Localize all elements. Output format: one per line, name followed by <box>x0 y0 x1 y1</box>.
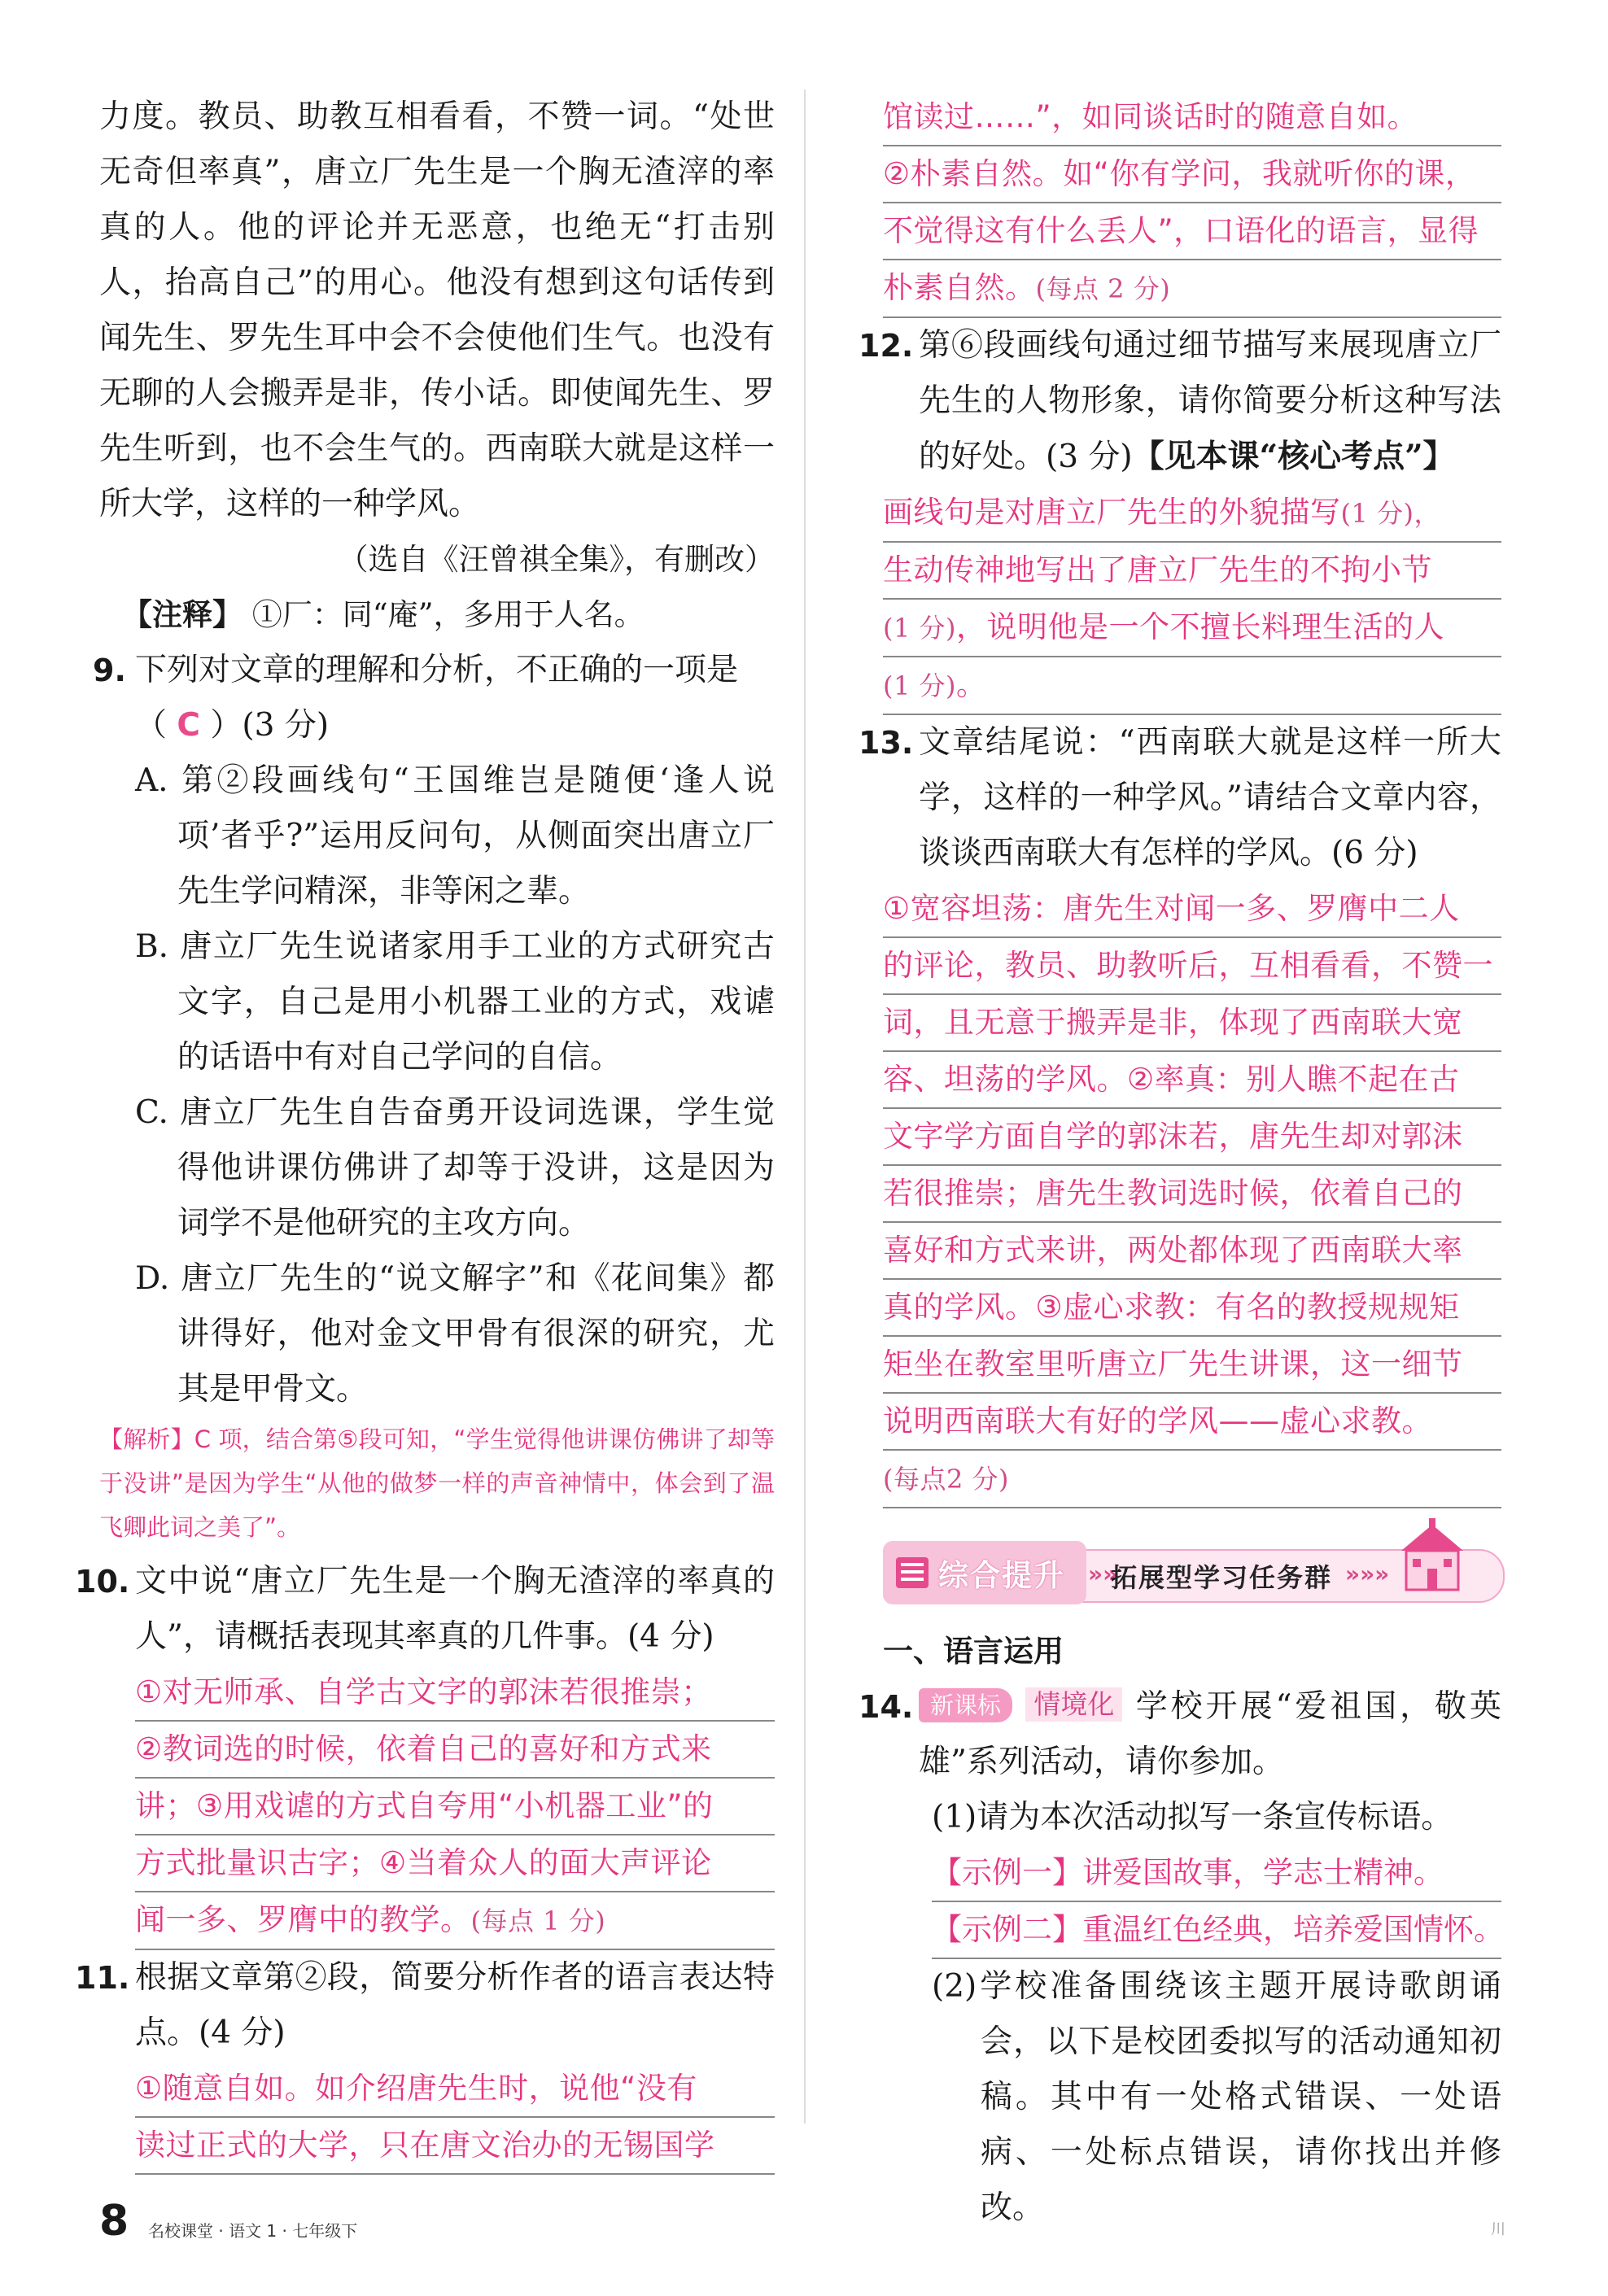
answer-text: 。 <box>956 667 987 702</box>
answer-line: 讲；③用戏谑的方式自夸用“小机器工业”的 <box>135 1779 775 1835</box>
answer-line <box>883 657 1501 715</box>
chevron-right-icon: »»» <box>1345 1560 1390 1587</box>
answer-line: 【示例二】重温红色经典，培养爱国情怀。 <box>932 1902 1501 1959</box>
answer-line: ①随意自如。如介绍唐先生时，说他“没有 <box>135 2061 775 2118</box>
chevron-right-icon: »» <box>1088 1560 1118 1587</box>
sub-question-1: (1)请为本次活动拟写一条宣传标语。 <box>932 1799 1453 1835</box>
school-building-icon <box>1392 1518 1473 1600</box>
answer-line: 的评论，教员、助教听后，互相看看，不赞一 <box>883 938 1501 995</box>
answer-text: 画线句是对唐立厂先生的外貌描写 <box>883 495 1341 530</box>
question-number: 10. <box>75 1564 130 1600</box>
page-number: 8 <box>99 2197 129 2246</box>
answer-line: 说明西南联大有好的学风——虚心求教。 <box>883 1394 1501 1451</box>
answer-line: 矩坐在教室里听唐立厂先生讲课，这一细节 <box>883 1337 1501 1394</box>
book-icon <box>894 1554 930 1591</box>
answer-11-continued <box>883 89 1501 318</box>
question-stem: 第⑥段画线句通过细节描写来展现唐立厂先生的人物形象，请你简要分析这种写法的好处。(3 分) <box>919 327 1501 475</box>
sub-question-2: (2)学校准备围绕该主题开展诗歌朗诵会，以下是校团委拟写的活动通知初稿。其中有一处格式错误、一处语病、一处标点错误，请你找出并修改。 <box>932 1968 1501 2226</box>
question-13 <box>859 715 1501 881</box>
annotation-text: ①厂：同“庵”，多用于人名。 <box>251 597 645 632</box>
question-10 <box>75 1554 775 1665</box>
answer-line: ②教词选的时候，依着自己的喜好和方式来 <box>135 1722 775 1779</box>
answer-10 <box>99 1665 775 1950</box>
question-14 <box>859 1679 1501 1790</box>
badge-new-curriculum: 新课标 <box>919 1688 1012 1722</box>
points: (每点 2 分) <box>1035 273 1171 304</box>
answer-text: 闻一多、罗膺中的教学。 <box>135 1902 471 1937</box>
answer-line: 真的学风。③虚心求教：有名的教授规规矩 <box>883 1280 1501 1337</box>
answer-line: 词，且无意于搬弄是非，体现了西南联大宽 <box>883 995 1501 1052</box>
option-b: B. 唐立厂先生说诸家用手工业的方式研究古文字，自己是用小机器工业的方式，戏谑的话语中有对自己学问的自信。 <box>135 928 775 1076</box>
reference-note: 【见本课“核心考点”】 <box>1132 438 1455 475</box>
section-heading: 一、语言运用 <box>883 1634 1064 1669</box>
answer-text: 朴素自然。 <box>883 270 1036 305</box>
question-number: 13. <box>859 725 914 761</box>
banner-tag-text: 综合提升 <box>938 1558 1065 1593</box>
option-a: A. 第②段画线句“王国维岂是随便‘逢人说项’者乎?”运用反问句，从侧面突出唐立厂先生学问精深，非等闲之辈。 <box>135 762 775 910</box>
right-column <box>859 89 1504 2236</box>
answer-line <box>883 260 1501 318</box>
passage-paragraph: 力度。教员、助教互相看看，不赞一词。“处世无奇但率真”，唐立厂先生是一个胸无渣滓的率真的人。他的评论并无恶意，也绝无“打击别人，抬高自己”的用心。他没有想到这句话传到闻先生、罗先生耳中会不会使他们生气。也没有无聊的人会搬弄是非，传小话。即使闻先生、罗先生听到，也不会生气的。西南联大就是这样一所大学，这样的一种学风。 <box>99 98 775 522</box>
section-banner <box>883 1533 1501 1608</box>
points: (1 分) <box>883 613 957 644</box>
answer-choice: C <box>177 707 201 744</box>
answer-line: ①宽容坦荡：唐先生对闻一多、罗膺中二人 <box>883 881 1501 938</box>
question-11 <box>75 1950 775 2061</box>
passage-source: （选自《汪曾祺全集》，有删改） <box>338 542 775 577</box>
answer-line <box>883 600 1501 657</box>
answer-line: 喜好和方式来讲，两处都体现了西南联大率 <box>883 1223 1501 1280</box>
analysis-text: 【解析】C 项，结合第⑤段可知，“学生觉得他讲课仿佛讲了却等于没讲”是因为学生“从他的做梦一样的声音神情中，体会到了温飞卿此词之美了”。 <box>99 1425 775 1541</box>
option-d: D. 唐立厂先生的“说文解字”和《花间集》都讲得好，他对金文甲骨有很深的研究，尤其是甲骨文。 <box>135 1260 775 1408</box>
question-stem: 文中说“唐立厂先生是一个胸无渣滓的率真的人”，请概括表现其率真的几件事。(4 分) <box>135 1563 775 1655</box>
book-title: 名校课堂 · 语文 1 · 七年级下 <box>148 2221 358 2241</box>
answer-12 <box>883 485 1501 715</box>
answer-13 <box>883 881 1501 1508</box>
badge-situational: 情境化 <box>1025 1687 1122 1722</box>
points: (1 分) <box>883 670 957 701</box>
question-stem: 根据文章第②段，简要分析作者的语言表达特点。(4 分) <box>135 1959 775 2051</box>
question-number: 11. <box>75 1960 130 1996</box>
answer-line: 读过正式的大学，只在唐文治办的无锡国学 <box>135 2118 775 2175</box>
question-9 <box>93 643 775 753</box>
left-column <box>75 89 775 2175</box>
sub-answer-1 <box>883 1845 1504 1959</box>
option-c: C. 唐立厂先生自告奋勇开设词选课，学生觉得他讲课仿佛讲了却等于没讲，这是因为词学不是他研究的主攻方向。 <box>135 1094 775 1242</box>
answer-line: ①对无师承、自学古文字的郭沫若很推崇； <box>135 1665 775 1722</box>
answer-line: 若很推崇；唐先生教词选时候，依着自己的 <box>883 1166 1501 1223</box>
answer-line: 方式批量识古字；④当着众人的面大声评论 <box>135 1835 775 1892</box>
question-stem: 下列对文章的理解和分析，不正确的一项是 <box>135 652 739 688</box>
annotation-label: 【注释】 <box>122 597 243 632</box>
points: (每点 1 分) <box>470 1905 606 1936</box>
question-12 <box>859 318 1501 485</box>
region-mark: 川 <box>1491 2221 1505 2238</box>
answer-paren-close: ）(3 分) <box>200 707 330 744</box>
answer-line: 不觉得这有什么丢人”，口语化的语言，显得 <box>883 203 1501 260</box>
question-number: 14. <box>859 1689 914 1725</box>
points: (1 分)， <box>1340 498 1441 529</box>
points: (每点2 分) <box>883 1464 1010 1495</box>
question-number: 9. <box>93 653 126 688</box>
answer-line <box>135 1892 775 1950</box>
answer-11 <box>99 2061 775 2175</box>
question-stem: 文章结尾说：“西南联大就是这样一所大学，这样的一种学风。”请结合文章内容，谈谈西南联大有怎样的学风。(6 分) <box>919 724 1501 871</box>
answer-line: 生动传神地写出了唐立厂先生的不拘小节 <box>883 543 1501 600</box>
answer-line: 【示例一】讲爱国故事，学志士精神。 <box>932 1845 1501 1902</box>
answer-paren-open: （ <box>135 707 177 744</box>
answer-text: ，说明他是一个不擅长料理生活的人 <box>956 609 1445 644</box>
answer-line <box>883 485 1501 543</box>
answer-line <box>883 1451 1501 1508</box>
question-stem: 学校开展“爱祖国，敬英雄”系列活动，请你参加。 <box>919 1688 1501 1780</box>
column-divider <box>804 89 806 2124</box>
answer-line: 文字学方面自学的郭沫若，唐先生却对郭沫 <box>883 1109 1501 1166</box>
answer-line: 馆读过……”，如同谈话时的随意自如。 <box>883 89 1501 146</box>
answer-line: ②朴素自然。如“你有学问，我就听你的课， <box>883 146 1501 203</box>
banner-subtitle: 拓展型学习任务群 <box>1111 1562 1333 1593</box>
annotation <box>99 587 775 643</box>
question-number: 12. <box>859 328 914 364</box>
answer-line: 容、坦荡的学风。②率真：别人瞧不起在古 <box>883 1052 1501 1109</box>
